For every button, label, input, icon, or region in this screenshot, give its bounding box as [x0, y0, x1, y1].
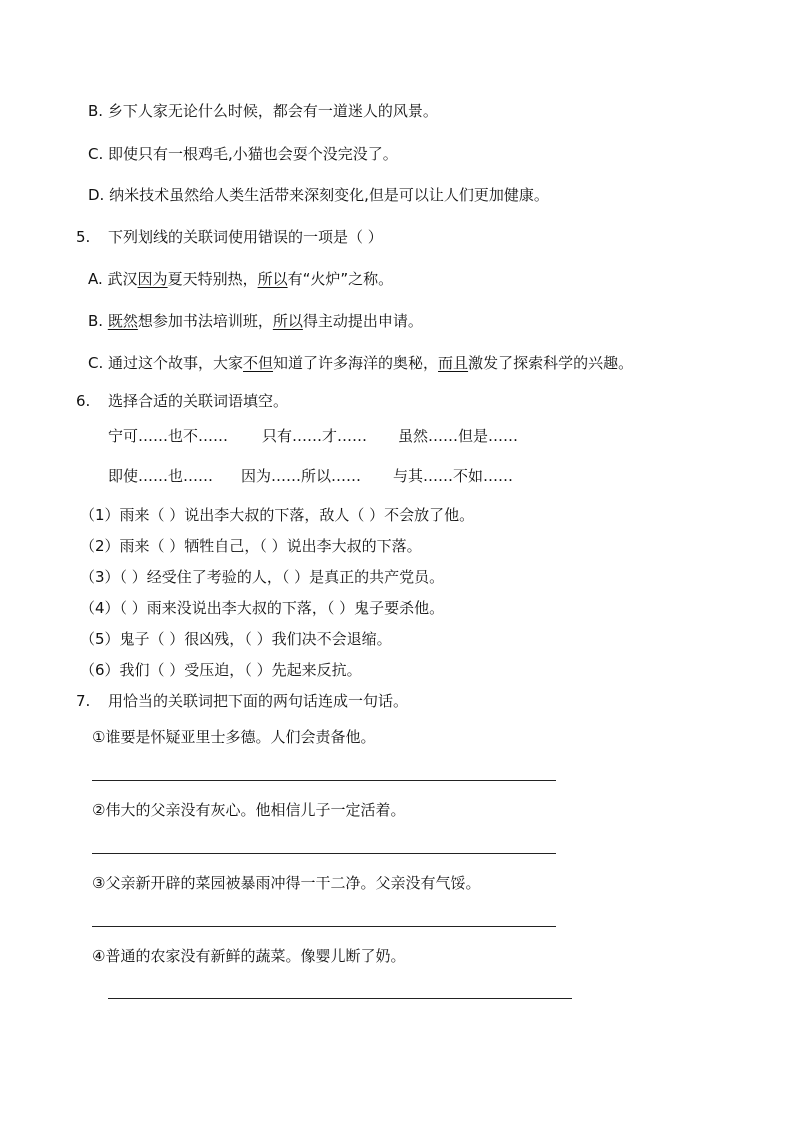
q4-option-b: B. 乡下人家无论什么时候，都会有一道迷人的风景。	[88, 102, 438, 120]
q5-number: 5.	[76, 228, 91, 246]
q6-stem: 选择合适的关联词语填空。	[108, 392, 289, 410]
q5-c-text-1: C. 通过这个故事，大家	[88, 354, 244, 372]
q5-a-underlined-2: 所以	[257, 270, 288, 288]
q5-option-c	[88, 353, 633, 373]
q5-c-underlined-1: 不但	[243, 354, 274, 372]
q6-item-6: （6）我们（ ）受压迫，（ ）先起来反抗。	[80, 661, 362, 679]
q6-word-3: 虽然……但是……	[398, 427, 519, 445]
q7-number: 7.	[76, 692, 91, 710]
q5-option-b	[88, 311, 423, 331]
q6-number: 6.	[76, 392, 91, 410]
q5-b-underlined-2: 所以	[272, 312, 303, 330]
q5-b-underlined-1: 既然	[107, 312, 138, 330]
q7-answer-line-1[interactable]	[92, 780, 556, 781]
q5-c-text-2: 知道了许多海洋的奥秘，	[273, 354, 439, 372]
q7-item-4: ④普通的农家没有新鲜的蔬菜。像婴儿断了奶。	[92, 947, 406, 965]
q4-option-d: D. 纳米技术虽然给人类生活带来深刻变化,但是可以让人们更加健康。	[88, 186, 549, 204]
q5-b-text-2: 想参加书法培训班，	[137, 312, 273, 330]
q5-a-text-1: A. 武汉	[88, 270, 138, 288]
q7-item-2: ②伟大的父亲没有灰心。他相信儿子一定活着。	[92, 801, 406, 819]
q4-option-c: C. 即使只有一根鸡毛,小猫也会耍个没完没了。	[88, 145, 398, 163]
q5-a-text-2: 夏天特别热，	[167, 270, 258, 288]
q5-a-underlined-1: 因为	[137, 270, 168, 288]
q5-option-a	[88, 269, 393, 289]
q6-item-2: （2）雨来（ ）牺牲自己，（ ）说出李大叔的下落。	[80, 537, 422, 555]
q6-word-2: 只有……才……	[262, 427, 368, 445]
q7-answer-line-3[interactable]	[92, 926, 556, 927]
q5-c-text-3: 激发了探索科学的兴趣。	[468, 354, 634, 372]
q5-a-text-3: 有“火炉”之称。	[287, 270, 394, 288]
q7-stem: 用恰当的关联词把下面的两句话连成一句话。	[108, 692, 409, 710]
q5-b-text-1: B.	[88, 312, 108, 330]
q7-answer-line-4[interactable]	[108, 998, 572, 999]
q6-word-1: 宁可……也不……	[108, 427, 229, 445]
q7-answer-line-2[interactable]	[92, 853, 556, 854]
q7-item-3: ③父亲新开辟的菜园被暴雨冲得一干二净。父亲没有气馁。	[92, 874, 481, 892]
q6-item-5: （5）鬼子（ ）很凶残，（ ）我们决不会退缩。	[80, 630, 392, 648]
q6-item-1: （1）雨来（ ）说出李大叔的下落，敌人（ ）不会放了他。	[80, 506, 475, 524]
q5-b-text-3: 得主动提出申请。	[302, 312, 423, 330]
q6-word-6: 与其……不如……	[393, 467, 514, 485]
q6-item-3: （3）（ ）经受住了考验的人，（ ）是真正的共产党员。	[80, 568, 445, 586]
q6-item-4: （4）（ ）雨来没说出李大叔的下落，（ ）鬼子要杀他。	[80, 599, 445, 617]
q6-word-5: 因为……所以……	[241, 467, 362, 485]
q6-word-4: 即使……也……	[108, 467, 214, 485]
q5-c-underlined-2: 而且	[438, 354, 469, 372]
q7-item-1: ①谁要是怀疑亚里士多德。人们会责备他。	[92, 728, 376, 746]
q5-stem: 下列划线的关联词使用错误的一项是（ ）	[108, 228, 383, 246]
